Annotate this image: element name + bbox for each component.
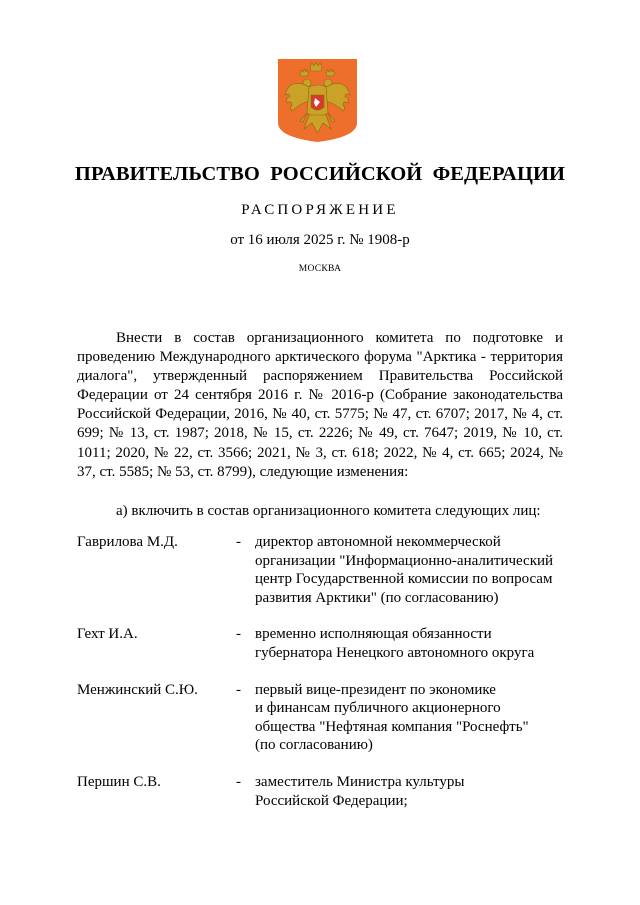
document-date-number: от 16 июля 2025 г. № 1908-р [230, 232, 410, 248]
person-name: Гаврилова М.Д. [77, 534, 178, 550]
list-item [77, 773, 563, 810]
person-dash: - [236, 534, 241, 550]
person-description [255, 681, 563, 755]
item-a-text: а) включить в состав организационного комитета следующих лиц: [116, 503, 541, 519]
intro-paragraph: Внести в состав организационного комитета по подготовке и проведению Международного арктического форума "Арктика - территория диалога", утвержденный распоряжением Правительства Российской Федерации от 24 сентября 2016 г. № 2016-р (Собрание законодательства Российской Федерации, 2016, № 40, ст. 5775; № 47, ст. 6707; 2017, № 4, ст. 699; № 13, ст. 1987; 2018, № 15, ст. 2226; № 49, ст. 7647; 2019, № 10, ст. 1011; 2020, № 22, ст. 3566; 2021, № 3, ст. 618; 2022, № 4, ст. 665; 2024, № 37, ст. 5585; № 53, ст. 8799), следующие изменения: [77, 330, 563, 480]
list-item [77, 625, 563, 662]
person-description-line: первый вице-президент по экономике [255, 681, 496, 698]
russian-coat-of-arms-icon [276, 57, 359, 144]
person-name: Менжинский С.Ю. [77, 681, 198, 698]
person-description-line: и финансам публичного акционерного [255, 700, 501, 717]
person-description-line: развития Арктики" (по согласованию) [255, 589, 499, 606]
person-dash: - [236, 626, 241, 643]
person-description-line: организации "Информационно-аналитический [255, 552, 554, 569]
person-name: Першин С.В. [77, 773, 161, 790]
person-description-line: директор автономной некоммерческой [255, 534, 501, 550]
person-description-line: заместитель Министра культуры [255, 773, 465, 790]
person-description [255, 773, 563, 810]
document-city: МОСКВА [298, 264, 342, 274]
person-description-line: общества "Нефтяная компания "Роснефть" [255, 718, 529, 735]
person-dash: - [236, 773, 241, 790]
persons-list [77, 533, 563, 828]
person-description-line: губернатора Ненецкого автономного округа [255, 644, 535, 661]
person-description [255, 533, 563, 607]
intro-paragraph-block [77, 329, 563, 482]
person-description-line: центр Государственной комиссии по вопросам [255, 571, 553, 588]
person-description [255, 625, 563, 662]
document-type: РАСПОРЯЖЕНИЕ [241, 202, 399, 218]
person-dash: - [236, 681, 241, 698]
person-description-line: (по согласованию) [255, 737, 373, 754]
government-title: ПРАВИТЕЛЬСТВО РОССИЙСКОЙ ФЕДЕРАЦИИ [74, 163, 566, 185]
person-name: Гехт И.А. [77, 626, 138, 643]
person-description-line: Российской Федерации; [255, 792, 408, 809]
list-item [77, 533, 563, 607]
person-description-line: временно исполняющая обязанности [255, 626, 492, 643]
list-item [77, 681, 563, 755]
